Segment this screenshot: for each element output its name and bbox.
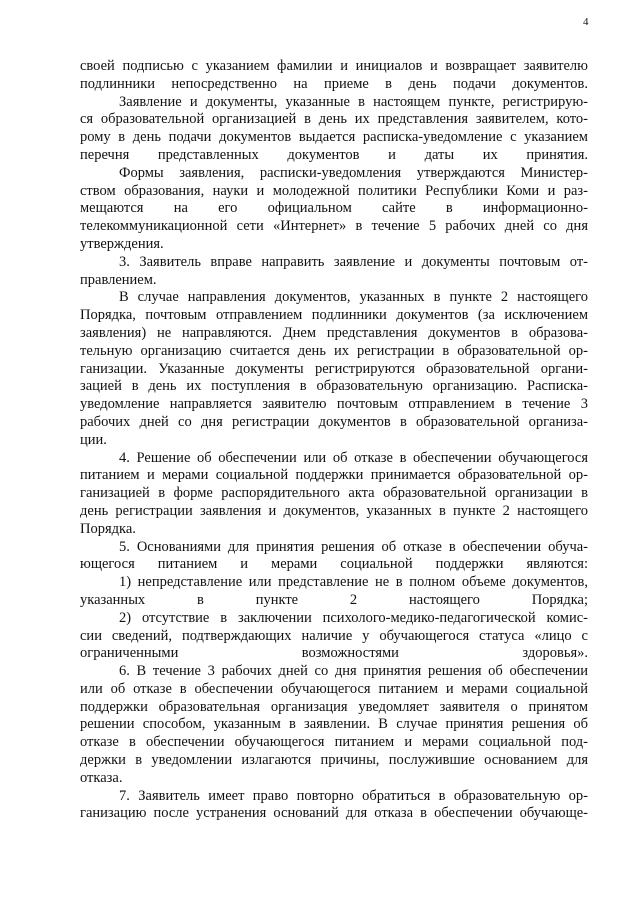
text-line: В случае направления документов, указанных в пункте 2 настоящего bbox=[119, 289, 588, 306]
text-line: или об отказе в обеспечении обучающегося питанием и мерами социальной bbox=[80, 680, 588, 697]
document-body bbox=[80, 58, 588, 823]
text-line: рому в день подачи документов выдается расписка-уведомление с указанием bbox=[80, 129, 588, 146]
text-line: телекоммуникационной сети «Интернет» в течение 5 рабочих дней со дня bbox=[80, 218, 588, 235]
page-number: 4 bbox=[583, 16, 589, 28]
text-line: питанием и мерами социальной поддержки принимается образовательной ор- bbox=[80, 467, 588, 484]
text-line: ганизации. Указанные документы регистрируются образовательной органи- bbox=[80, 360, 588, 377]
text-line: ганизацию после устранения оснований для отказа в обеспечении обучающе- bbox=[80, 805, 588, 822]
text-line: сии сведений, подтверждающих наличие у обучающегося статуса «лицо с bbox=[80, 627, 588, 644]
text-line: Порядка, почтовым отправлением подлинники документов (за исключением bbox=[80, 307, 588, 324]
text-line: подлинники непосредственно на приеме в день подачи документов. bbox=[80, 75, 588, 92]
text-line: отказа. bbox=[80, 769, 123, 786]
text-line: ющегося питанием и мерами социальной поддержки являются: bbox=[80, 556, 588, 573]
text-line: поддержки образовательная организация уведомляет заявителя о принятом bbox=[80, 698, 588, 715]
text-line: 7. Заявитель имеет право повторно обратиться в образовательную ор- bbox=[119, 787, 588, 804]
text-line: 6. В течение 3 рабочих дней со дня принятия решения об обеспечении bbox=[119, 663, 588, 680]
text-line: день регистрации заявления и документов, указанных в пункте 2 настоящего bbox=[80, 502, 588, 519]
text-line: ся образовательной организацией в день их представления заявителем, кото- bbox=[80, 111, 588, 128]
text-line: держки в уведомлении излагаются причины, послужившие основанием для bbox=[80, 752, 588, 769]
text-line: ограниченными возможностями здоровья». bbox=[80, 645, 588, 662]
text-line: перечня представленных документов и даты их принятия. bbox=[80, 146, 588, 163]
text-line: зацией в день их поступления в образовательную организацию. Расписка- bbox=[80, 378, 588, 395]
text-line: тельную организацию считается день их регистрации в образовательной ор- bbox=[80, 342, 588, 359]
text-line: решении способом, указанным в заявлении. В случае принятия решения об bbox=[80, 716, 588, 733]
text-line: указанных в пункте 2 настоящего Порядка; bbox=[80, 591, 588, 608]
text-line: рабочих дней со дня регистрации документов в образовательной организа- bbox=[80, 413, 588, 430]
text-line: ганизацией в форме распорядительного акта образовательной организации в bbox=[80, 485, 588, 502]
text-line: правлением. bbox=[80, 271, 157, 288]
text-line: утверждения. bbox=[80, 235, 164, 252]
text-line: ством образования, науки и молодежной политики Республики Коми и раз- bbox=[80, 182, 588, 199]
text-line: 2) отсутствие в заключении психолого-медико-педагогической комис- bbox=[119, 609, 588, 626]
text-line: 4. Решение об обеспечении или об отказе в обеспечении обучающегося bbox=[119, 449, 588, 466]
text-line: Формы заявления, расписки-уведомления утверждаются Министер- bbox=[119, 164, 588, 181]
text-line: 1) непредставление или представление не в полном объеме документов, bbox=[119, 574, 588, 591]
text-line: Заявление и документы, указанные в настоящем пункте, регистрирую- bbox=[119, 93, 588, 110]
text-line: уведомление направляется заявителю почтовым отправлением в течение 3 bbox=[80, 396, 588, 413]
text-line: своей подписью с указанием фамилии и инициалов и возвращает заявителю bbox=[80, 58, 588, 74]
text-line: заявления) не направляются. Днем представления документов в образова- bbox=[80, 324, 588, 341]
text-line: ции. bbox=[80, 431, 107, 448]
text-line: Порядка. bbox=[80, 520, 136, 537]
text-line: мещаются на его официальном сайте в информационно- bbox=[80, 200, 588, 217]
text-line: 3. Заявитель вправе направить заявление и документы почтовым от- bbox=[119, 253, 588, 270]
text-line: отказе в обеспечении обучающегося питанием и мерами социальной под- bbox=[80, 734, 588, 751]
text-line: 5. Основаниями для принятия решения об отказе в обеспечении обуча- bbox=[119, 538, 588, 555]
